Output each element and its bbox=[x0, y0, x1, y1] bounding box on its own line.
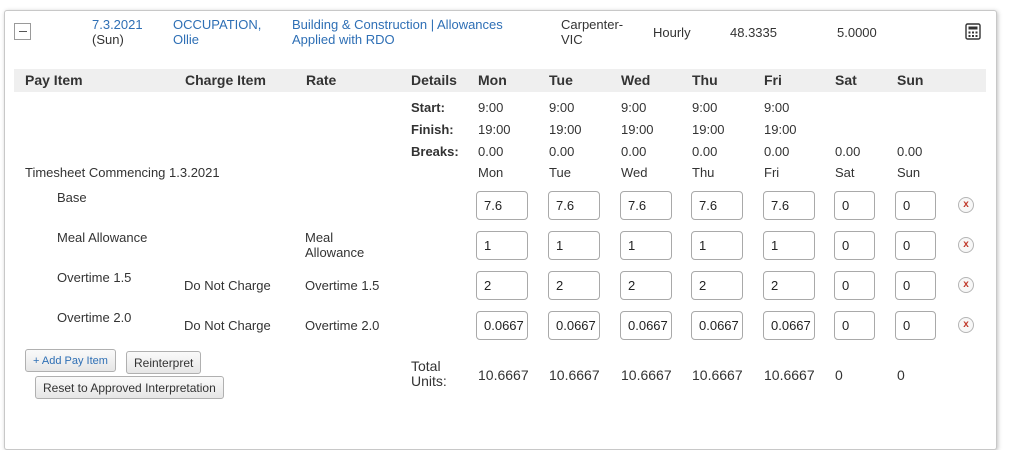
award-line2[interactable]: Applied with RDO bbox=[292, 32, 395, 47]
finish-label: Finish: bbox=[411, 122, 454, 137]
remove-pay-item-icon[interactable]: x bbox=[958, 317, 974, 333]
rate-line1: Meal bbox=[305, 230, 334, 245]
header-sun: Sun bbox=[897, 72, 924, 88]
breaks-label: Breaks: bbox=[411, 144, 459, 159]
total-fri: 10.6667 bbox=[764, 367, 815, 383]
pay-type: Hourly bbox=[653, 25, 691, 40]
charge-item: Do Not Charge bbox=[184, 278, 271, 293]
units-input-tue[interactable] bbox=[548, 271, 600, 300]
day-tue: Tue bbox=[549, 165, 571, 180]
units-input-tue[interactable] bbox=[548, 231, 600, 260]
finish-mon: 19:00 bbox=[478, 122, 511, 137]
units-input-thu[interactable] bbox=[691, 271, 743, 300]
breaks-sat: 0.00 bbox=[835, 144, 861, 159]
units-input-sat[interactable] bbox=[834, 271, 875, 300]
day-sat: Sat bbox=[835, 165, 855, 180]
total-sun: 0 bbox=[897, 367, 905, 383]
header-charge-item: Charge Item bbox=[185, 72, 266, 88]
units-input-fri[interactable] bbox=[763, 231, 815, 260]
employee-name-line2[interactable]: Ollie bbox=[173, 32, 200, 47]
units-input-wed[interactable] bbox=[620, 231, 672, 260]
units-input-sun[interactable] bbox=[895, 231, 936, 260]
breaks-thu: 0.00 bbox=[692, 144, 718, 159]
hours: 5.0000 bbox=[837, 25, 877, 40]
breaks-mon: 0.00 bbox=[478, 144, 504, 159]
total-units-label bbox=[411, 359, 447, 389]
header-thu: Thu bbox=[692, 72, 718, 88]
rate-line2: Allowance bbox=[305, 245, 365, 260]
collapse-icon[interactable] bbox=[14, 23, 31, 40]
remove-pay-item-icon[interactable]: x bbox=[958, 277, 974, 293]
finish-thu: 19:00 bbox=[692, 122, 725, 137]
header-details: Details bbox=[411, 72, 457, 88]
timesheet-commencing: Timesheet Commencing 1.3.2021 bbox=[25, 165, 220, 180]
day: (Sun) bbox=[92, 32, 124, 47]
units-input-mon[interactable] bbox=[476, 271, 528, 300]
header-pay-item: Pay Item bbox=[25, 72, 83, 88]
pay-item-name: Base bbox=[57, 190, 87, 205]
rate-name bbox=[305, 278, 379, 293]
employee-link[interactable] bbox=[173, 17, 261, 47]
day-mon: Mon bbox=[478, 165, 504, 180]
calculator-icon[interactable] bbox=[965, 23, 981, 40]
reinterpret-button[interactable]: Reinterpret bbox=[126, 351, 201, 374]
reset-interpretation-button[interactable]: Reset to Approved Interpretation bbox=[35, 376, 224, 399]
units-input-sat[interactable] bbox=[834, 191, 875, 220]
units-input-sat[interactable] bbox=[834, 231, 875, 260]
units-input-tue[interactable] bbox=[548, 311, 600, 340]
units-input-thu[interactable] bbox=[691, 311, 743, 340]
rate-name bbox=[305, 230, 364, 260]
header-fri: Fri bbox=[764, 72, 782, 88]
award-link[interactable] bbox=[292, 17, 503, 47]
total-label-line1: Total bbox=[411, 358, 441, 374]
units-input-mon[interactable] bbox=[476, 311, 528, 340]
classification-line2: VIC bbox=[561, 32, 583, 47]
classification bbox=[561, 17, 623, 47]
total-label-line2: Units: bbox=[411, 373, 447, 389]
units-input-mon[interactable] bbox=[476, 231, 528, 260]
units-input-sun[interactable] bbox=[895, 311, 936, 340]
units-input-tue[interactable] bbox=[548, 191, 600, 220]
header-sat: Sat bbox=[835, 72, 857, 88]
day-sun: Sun bbox=[897, 165, 921, 180]
finish-wed: 19:00 bbox=[621, 122, 654, 137]
header-tue: Tue bbox=[549, 72, 573, 88]
day-fri: Fri bbox=[764, 165, 780, 180]
total-wed: 10.6667 bbox=[621, 367, 672, 383]
start-thu: 9:00 bbox=[692, 100, 718, 115]
header-rate: Rate bbox=[306, 72, 337, 88]
units-input-sun[interactable] bbox=[895, 191, 936, 220]
total-tue: 10.6667 bbox=[549, 367, 600, 383]
employee-name-line1[interactable]: OCCUPATION, bbox=[173, 17, 262, 32]
pay-item-name: Overtime 1.5 bbox=[57, 270, 132, 285]
total-sat: 0 bbox=[835, 367, 843, 383]
charge-item: Do Not Charge bbox=[184, 318, 271, 333]
rate-line1: Overtime 1.5 bbox=[305, 278, 380, 293]
breaks-tue: 0.00 bbox=[549, 144, 575, 159]
units-input-thu[interactable] bbox=[691, 191, 743, 220]
date-link[interactable] bbox=[92, 17, 143, 47]
breaks-wed: 0.00 bbox=[621, 144, 647, 159]
breaks-sun: 0.00 bbox=[897, 144, 923, 159]
header-mon: Mon bbox=[478, 72, 507, 88]
start-fri: 9:00 bbox=[764, 100, 790, 115]
breaks-fri: 0.00 bbox=[764, 144, 790, 159]
award-line1[interactable]: Building & Construction | Allowances bbox=[292, 17, 503, 32]
remove-pay-item-icon[interactable]: x bbox=[958, 237, 974, 253]
start-wed: 9:00 bbox=[621, 100, 647, 115]
total-mon: 10.6667 bbox=[478, 367, 529, 383]
units-input-wed[interactable] bbox=[620, 311, 672, 340]
classification-line1: Carpenter- bbox=[561, 17, 624, 32]
rate-line1: Overtime 2.0 bbox=[305, 318, 380, 333]
units-input-fri[interactable] bbox=[763, 311, 815, 340]
day-thu: Thu bbox=[692, 165, 715, 180]
header-wed: Wed bbox=[621, 72, 651, 88]
start-mon: 9:00 bbox=[478, 100, 504, 115]
day-wed: Wed bbox=[621, 165, 648, 180]
units-input-thu[interactable] bbox=[691, 231, 743, 260]
units-input-wed[interactable] bbox=[620, 191, 672, 220]
units-input-sun[interactable] bbox=[895, 271, 936, 300]
units-input-wed[interactable] bbox=[620, 271, 672, 300]
rate-name bbox=[305, 318, 379, 333]
pay-item-name: Meal Allowance bbox=[57, 230, 148, 245]
date[interactable]: 7.3.2021 bbox=[92, 17, 143, 32]
units-input-fri[interactable] bbox=[763, 191, 815, 220]
pay-item-name: Overtime 2.0 bbox=[57, 310, 132, 325]
pay-rate: 48.3335 bbox=[730, 25, 777, 40]
start-label: Start: bbox=[411, 100, 445, 115]
finish-tue: 19:00 bbox=[549, 122, 582, 137]
remove-pay-item-icon[interactable]: x bbox=[958, 197, 974, 213]
add-pay-item-button[interactable]: + Add Pay Item bbox=[25, 349, 116, 372]
start-tue: 9:00 bbox=[549, 100, 575, 115]
units-input-fri[interactable] bbox=[763, 271, 815, 300]
units-input-sat[interactable] bbox=[834, 311, 875, 340]
total-thu: 10.6667 bbox=[692, 367, 743, 383]
finish-fri: 19:00 bbox=[764, 122, 797, 137]
units-input-mon[interactable] bbox=[476, 191, 528, 220]
